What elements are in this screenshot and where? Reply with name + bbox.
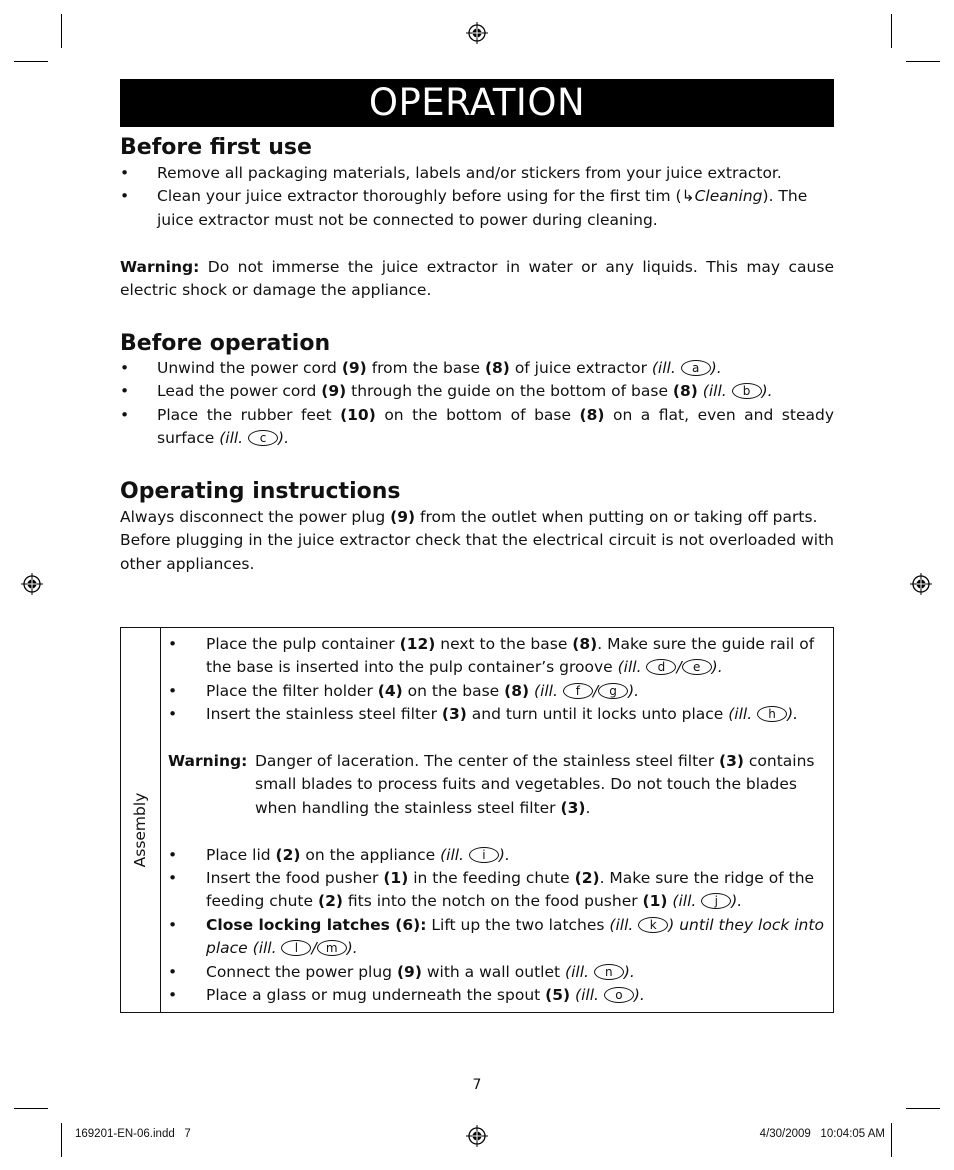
list-item: • Place the pulp container (12) next to the base (8). Make sure the guide rail of the base is inserted into the pulp container’s groove (ill. d / e ). — [168, 633, 826, 680]
page-number: 7 — [472, 1077, 482, 1093]
list-item: • Place the filter holder (4) on the base (8) (ill. f / g ). — [168, 680, 826, 703]
illustration-ref-icon: a — [681, 360, 711, 376]
crop-mark — [14, 1108, 48, 1109]
warning-paragraph: Warning: Do not immerse the juice extractor in water or any liquids. This may cause electric shock or damage the appliance. — [120, 257, 834, 300]
illustration-ref-icon: g — [598, 683, 628, 699]
crop-mark — [891, 14, 892, 48]
before-first-use-content — [120, 162, 834, 302]
crop-mark — [891, 1123, 892, 1157]
before-operation-content — [120, 357, 834, 451]
illustration-ref-icon: k — [638, 917, 668, 933]
registration-mark-icon — [910, 573, 932, 595]
list-item: • Place the rubber feet (10) on the bottom of base (8) on a flat, even and steady surface (ill. c ). — [120, 404, 834, 451]
registration-mark-icon — [466, 1125, 488, 1147]
list-item: • Unwind the power cord (9) from the base (8) of juice extractor (ill. a ). — [120, 357, 834, 380]
section-heading-before-first-use: Before first use — [120, 135, 312, 160]
illustration-ref-icon: n — [594, 964, 624, 980]
crop-mark — [906, 1108, 940, 1109]
footer-timestamp: 4/30/2009 10:04:05 AM — [759, 1128, 885, 1140]
list-item: • Place lid (2) on the appliance (ill. i ). — [168, 844, 826, 867]
assembly-steps — [168, 633, 826, 1007]
list-item: • Insert the food pusher (1) in the feeding chute (2). Make sure the ridge of the feeding chute (2) fits into the notch on the food pusher (1) (ill. j ). — [168, 867, 826, 914]
list-item: • Remove all packaging materials, labels and/or stickers from your juice extractor. — [120, 162, 834, 185]
paragraph: Always disconnect the power plug (9) from the outlet when putting on or taking off parts. — [120, 508, 818, 526]
registration-mark-icon — [21, 573, 43, 595]
page-title: OPERATION — [368, 81, 586, 124]
section-heading-before-operation: Before operation — [120, 331, 331, 356]
list-item: • Clean your juice extractor thoroughly before using for the first tim (↳Cleaning). The juice extractor must not be connected to power during cleaning. — [120, 185, 834, 232]
footer-filename: 169201-EN-06.indd 7 — [75, 1128, 191, 1140]
illustration-ref-icon: o — [604, 987, 634, 1003]
paragraph: Before plugging in the juice extractor check that the electrical circuit is not overloaded with other appliances. — [120, 531, 834, 573]
illustration-ref-icon: c — [248, 430, 278, 446]
crop-mark — [61, 14, 62, 48]
crop-mark — [14, 61, 48, 62]
list-item: • Lead the power cord (9) through the guide on the bottom of base (8) (ill. b ). — [120, 380, 834, 403]
illustration-ref-icon: l — [281, 940, 311, 956]
operating-instructions-content — [120, 506, 834, 576]
illustration-ref-icon: m — [317, 940, 347, 956]
list-item: • Place a glass or mug underneath the spout (5) (ill. o ). — [168, 984, 826, 1007]
registration-mark-icon — [466, 22, 488, 44]
list-item: • Close locking latches (6): Lift up the two latches (ill. k ) until they lock into place (ill. l / m ). — [168, 914, 826, 961]
section-heading-operating-instructions: Operating instructions — [120, 479, 401, 504]
warning-paragraph: Warning: Danger of laceration. The center of the stainless steel filter (3) contains small blades to process fuits and vegetables. Do not touch the blades when handling the stainless steel filter (3). — [168, 752, 815, 817]
cross-reference: Cleaning — [694, 187, 763, 206]
illustration-ref-icon: h — [757, 706, 787, 722]
illustration-ref-icon: f — [563, 683, 593, 699]
illustration-ref-icon: e — [682, 659, 712, 675]
list-item: • Connect the power plug (9) with a wall outlet (ill. n ). — [168, 961, 826, 984]
illustration-ref-icon: j — [701, 893, 731, 909]
title-banner — [120, 79, 834, 127]
illustration-ref-icon: i — [469, 847, 499, 863]
warning-label: Warning: — [120, 257, 200, 276]
assembly-table — [120, 627, 834, 1013]
illustration-ref-icon: d — [646, 659, 676, 675]
list-item: • Insert the stainless steel filter (3) and turn until it locks unto place (ill. h ). — [168, 703, 826, 726]
crop-mark — [61, 1123, 62, 1157]
cross-reference-arrow-icon: ↳ — [681, 187, 695, 206]
warning-label: Warning: — [168, 752, 248, 771]
illustration-ref-icon: b — [732, 383, 762, 399]
crop-mark — [906, 61, 940, 62]
assembly-label: Assembly — [131, 792, 149, 868]
assembly-label-cell — [121, 628, 161, 1012]
